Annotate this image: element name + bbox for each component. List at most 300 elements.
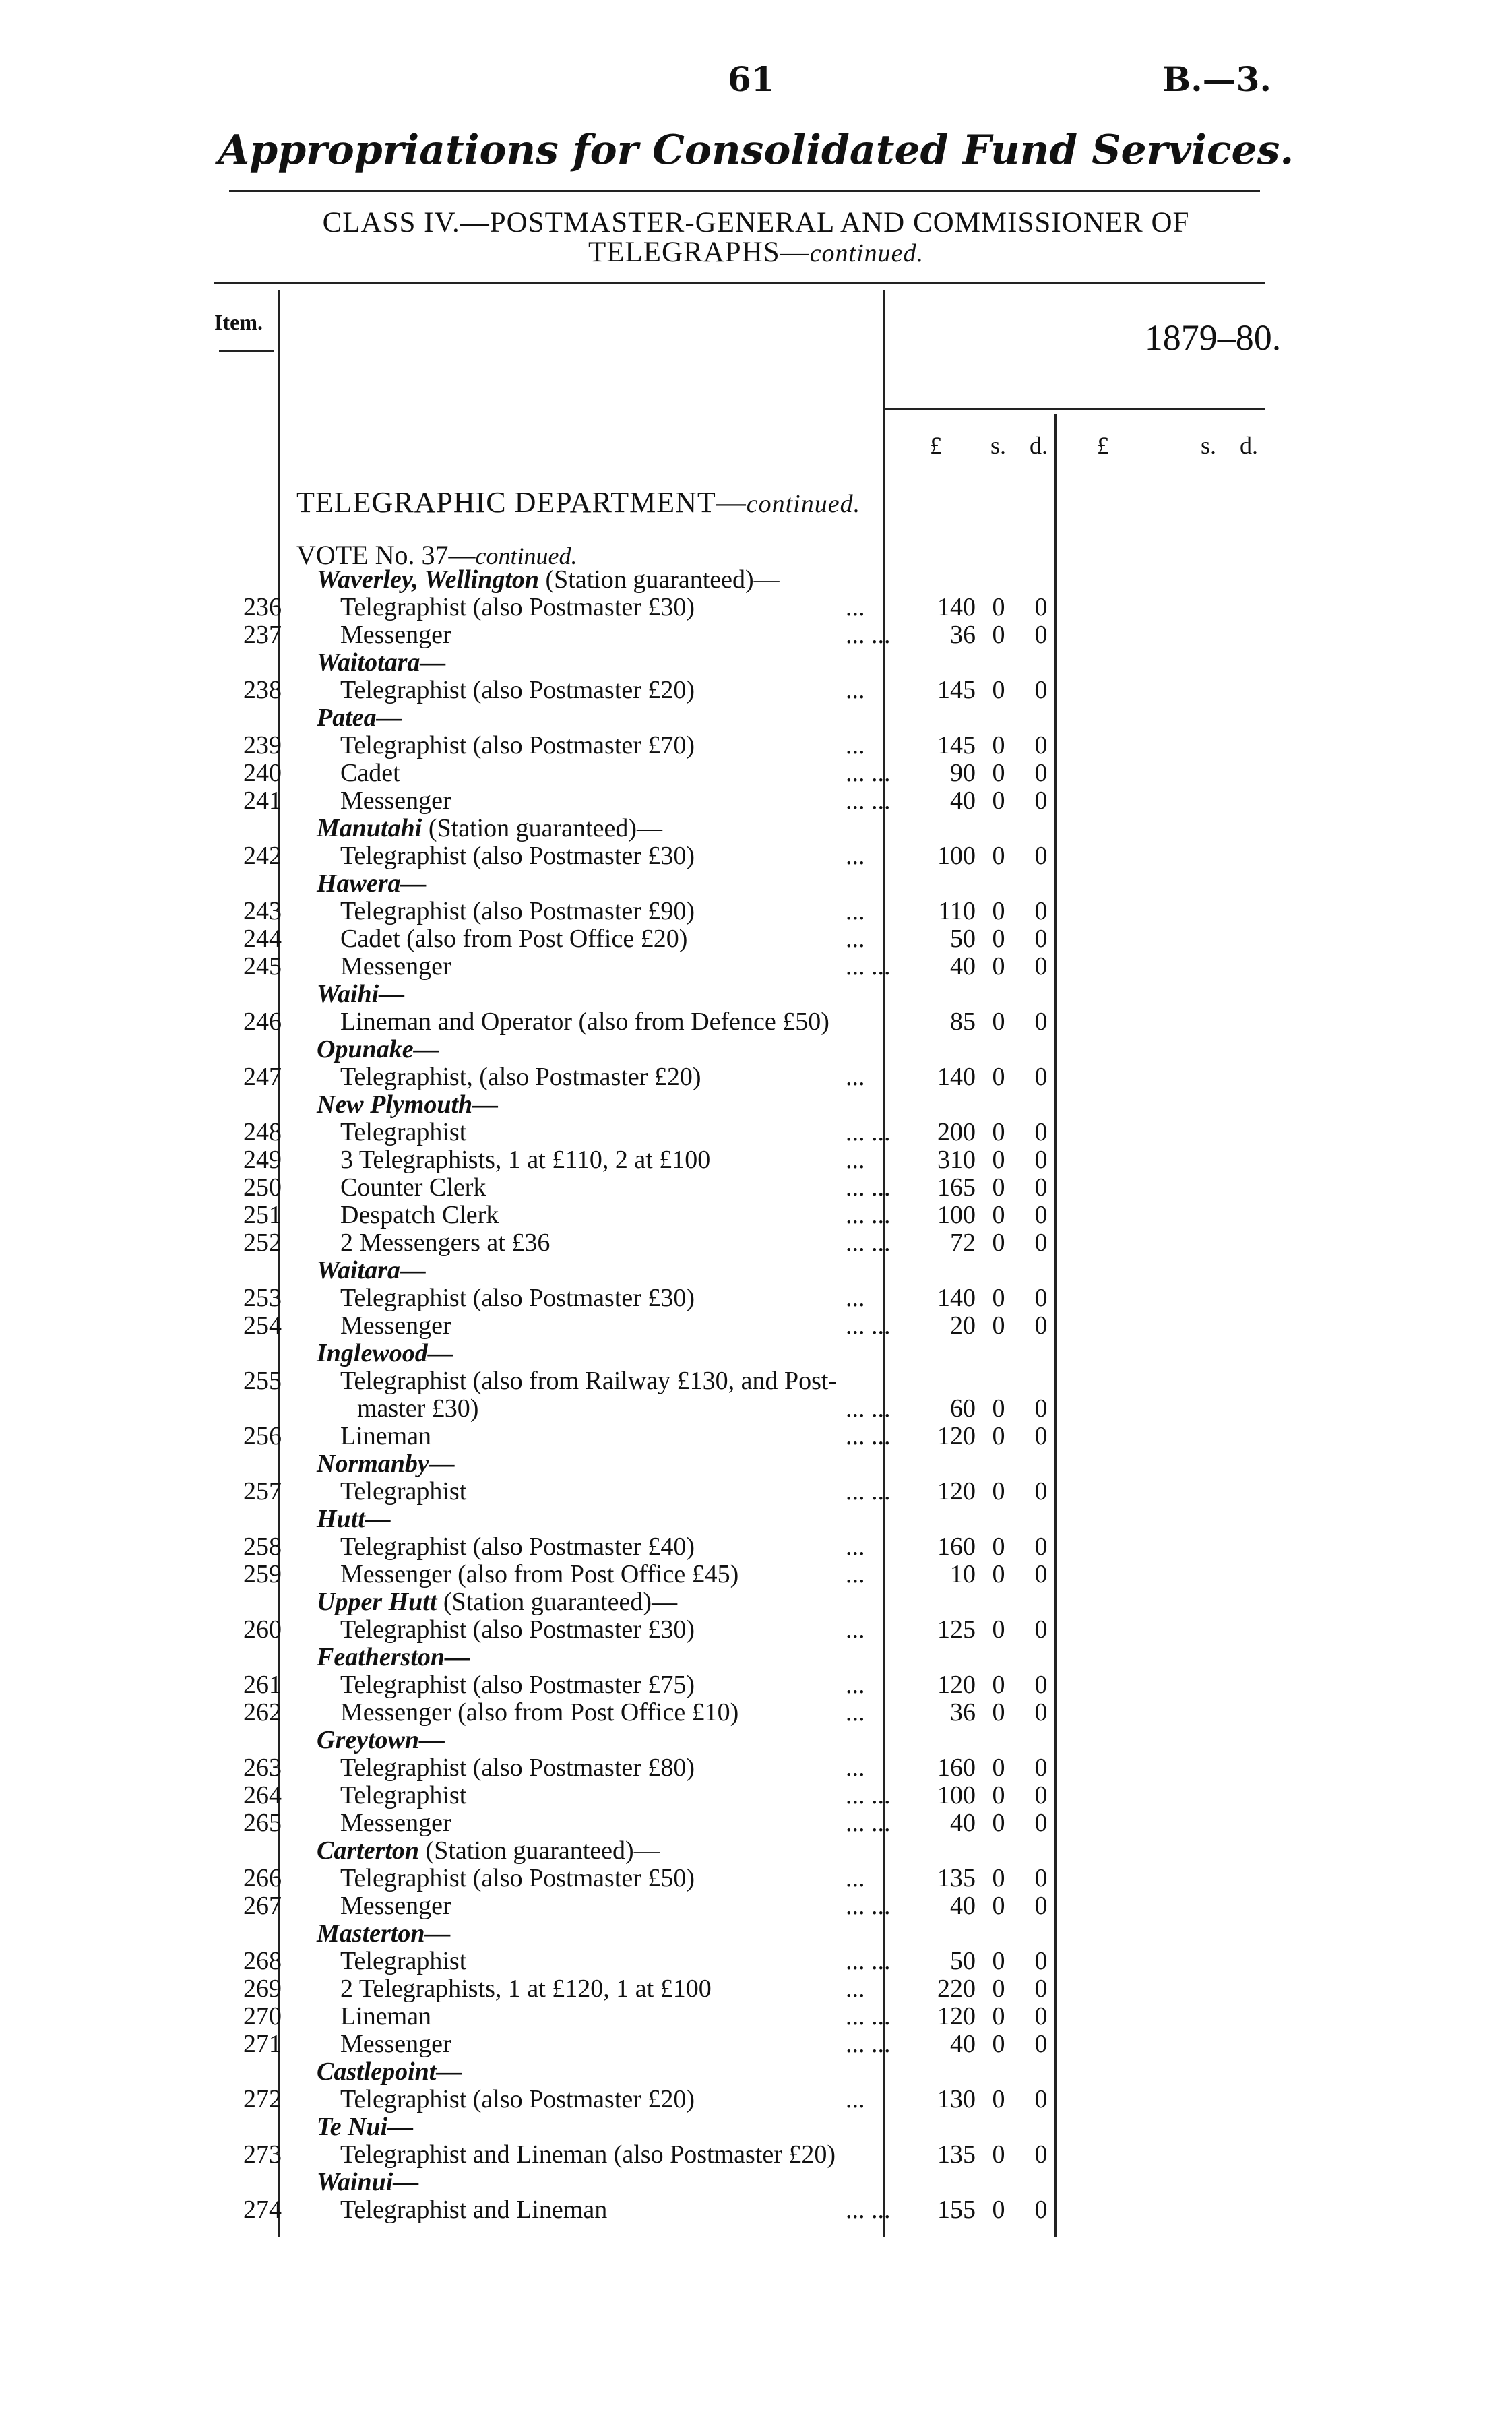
table-row xyxy=(0,594,1512,621)
table-row xyxy=(0,1948,1512,1975)
amount-pounds: 20 xyxy=(950,1311,976,1340)
item-number: 260 xyxy=(243,1615,282,1644)
item-number: 258 xyxy=(243,1532,282,1561)
amount-pounds: 155 xyxy=(937,2196,976,2224)
table-top-rule xyxy=(214,282,1265,284)
table-row xyxy=(0,898,1512,925)
location-heading xyxy=(317,1506,391,1533)
leader-dots: ... xyxy=(846,842,865,870)
amount-shillings: 0 xyxy=(992,759,1005,787)
location-heading xyxy=(317,649,445,677)
item-number: 269 xyxy=(243,1975,282,2003)
total-pence-header: d. xyxy=(1240,432,1258,459)
amount-shillings: 0 xyxy=(992,1864,1005,1892)
amount-pence: 0 xyxy=(1034,1311,1048,1340)
title-rule xyxy=(229,190,1260,192)
document-reference: B.—3. xyxy=(1162,59,1271,99)
item-description: Telegraphist (also Postmaster £30) xyxy=(340,1615,695,1644)
amount-pounds: 145 xyxy=(937,731,976,759)
item-description: Telegraphist (also Postmaster £80) xyxy=(340,1754,695,1782)
location-heading xyxy=(317,1257,426,1284)
amount-shillings: 0 xyxy=(992,1560,1005,1588)
item-description: Telegraphist and Lineman xyxy=(340,2196,608,2224)
vote-continued: continued. xyxy=(475,542,577,569)
location-heading xyxy=(317,2169,418,2196)
amount-pounds: 85 xyxy=(950,1007,976,1036)
leader-dots: ... ... xyxy=(846,1477,891,1506)
amount-pence: 0 xyxy=(1034,1229,1048,1257)
leader-dots: ... ... xyxy=(846,2002,891,2030)
amount-pence: 0 xyxy=(1034,1201,1048,1229)
table-row xyxy=(0,925,1512,953)
table-row xyxy=(0,953,1512,981)
location-heading xyxy=(317,1450,455,1478)
table-row xyxy=(0,677,1512,704)
table-row xyxy=(0,1119,1512,1146)
amount-pounds: 36 xyxy=(950,1698,976,1727)
amount-pounds: 220 xyxy=(937,1975,976,2003)
amount-pounds: 120 xyxy=(937,1422,976,1450)
amount-pounds: 135 xyxy=(937,1864,976,1892)
item-number: 267 xyxy=(243,1892,282,1920)
amount-shillings: 0 xyxy=(992,731,1005,759)
amount-pence: 0 xyxy=(1034,1975,1048,2003)
amount-pounds: 140 xyxy=(937,1284,976,1312)
location-heading xyxy=(317,815,662,842)
table-row xyxy=(0,1561,1512,1588)
amount-pounds: 200 xyxy=(937,1118,976,1146)
pence-header: d. xyxy=(1030,432,1048,459)
leader-dots: ... ... xyxy=(846,1394,891,1423)
amount-shillings: 0 xyxy=(992,1311,1005,1340)
location-name: Waitara— xyxy=(317,1256,426,1284)
table-row xyxy=(0,1699,1512,1727)
table-row xyxy=(0,1063,1512,1091)
location-heading xyxy=(317,1837,660,1865)
location-heading xyxy=(317,566,780,594)
location-name: Inglewood— xyxy=(317,1339,453,1367)
amount-shillings: 0 xyxy=(992,1698,1005,1727)
item-description: Telegraphist (also Postmaster £30) xyxy=(340,593,695,621)
leader-dots: ... ... xyxy=(846,1809,891,1837)
table-row xyxy=(0,1892,1512,1920)
amount-pounds: 100 xyxy=(937,1201,976,1229)
table-row xyxy=(0,1423,1512,1450)
table-row xyxy=(0,1754,1512,1782)
item-description: Telegraphist (also Postmaster £50) xyxy=(340,1864,695,1892)
location-name: Te Nui— xyxy=(317,2113,414,2141)
location-heading xyxy=(317,2113,413,2141)
item-number: 265 xyxy=(243,1809,282,1837)
amount-shillings: 0 xyxy=(992,1063,1005,1091)
location-name: Greytown— xyxy=(317,1726,445,1754)
amount-pence: 0 xyxy=(1034,1422,1048,1450)
amount-pence: 0 xyxy=(1034,842,1048,870)
location-heading xyxy=(317,704,402,732)
table-row xyxy=(0,1809,1512,1837)
year-underline xyxy=(883,408,1265,410)
leader-dots: ... xyxy=(846,676,865,704)
amount-shillings: 0 xyxy=(992,1781,1005,1809)
item-number: 268 xyxy=(243,1947,282,1975)
amount-pence: 0 xyxy=(1034,759,1048,787)
leader-dots: ... ... xyxy=(846,1311,891,1340)
table-row xyxy=(0,732,1512,759)
table-row xyxy=(0,1229,1512,1257)
amount-shillings: 0 xyxy=(992,2196,1005,2224)
item-description: 2 Messengers at £36 xyxy=(340,1229,550,1257)
amount-shillings: 0 xyxy=(992,1947,1005,1975)
department-name: TELEGRAPHIC DEPARTMENT— xyxy=(296,486,747,519)
amount-pounds: 72 xyxy=(950,1229,976,1257)
amount-shillings: 0 xyxy=(992,842,1005,870)
amount-pounds: 310 xyxy=(937,1146,976,1174)
amount-pounds: 60 xyxy=(950,1394,976,1423)
table-row xyxy=(0,2141,1512,2169)
location-heading xyxy=(317,870,427,898)
amount-pounds: 40 xyxy=(950,786,976,815)
leader-dots: ... xyxy=(846,593,865,621)
leader-dots: ... ... xyxy=(846,1118,891,1146)
table-row xyxy=(0,1395,1512,1423)
item-description-continued: master £30) xyxy=(357,1394,479,1423)
location-name: Waitotara— xyxy=(317,648,446,677)
amount-pence: 0 xyxy=(1034,1615,1048,1644)
amount-pounds: 120 xyxy=(937,1671,976,1699)
table-row xyxy=(0,1782,1512,1809)
amount-pounds: 40 xyxy=(950,1892,976,1920)
page-title: Appropriations for Consolidated Fund Services. xyxy=(218,127,1294,174)
leader-dots: ... xyxy=(846,2085,865,2113)
amount-pence: 0 xyxy=(1034,1781,1048,1809)
location-name: Hutt— xyxy=(317,1505,391,1533)
amount-shillings: 0 xyxy=(992,1146,1005,1174)
table-row xyxy=(0,1533,1512,1561)
item-description: Telegraphist (also Postmaster £30) xyxy=(340,842,695,870)
table-row xyxy=(0,2086,1512,2113)
item-number: 253 xyxy=(243,1284,282,1312)
item-column-rule xyxy=(278,290,280,2237)
amount-shillings: 0 xyxy=(992,1284,1005,1312)
leader-dots: ... xyxy=(846,1864,865,1892)
amount-pence: 0 xyxy=(1034,1477,1048,1506)
location-name: Castlepoint— xyxy=(317,2057,462,2086)
leader-dots: ... xyxy=(846,1284,865,1312)
item-column-header: Item. xyxy=(214,310,263,334)
amount-pence: 0 xyxy=(1034,952,1048,981)
item-description: Messenger xyxy=(340,1311,451,1340)
leader-dots: ... xyxy=(846,1146,865,1174)
item-number: 245 xyxy=(243,952,282,981)
amount-pounds: 120 xyxy=(937,1477,976,1506)
item-number: 246 xyxy=(243,1007,282,1036)
item-description: Telegraphist, (also Postmaster £20) xyxy=(340,1063,701,1091)
amount-pence: 0 xyxy=(1034,1063,1048,1091)
item-number: 256 xyxy=(243,1422,282,1450)
amount-pounds: 140 xyxy=(937,593,976,621)
amount-shillings: 0 xyxy=(992,1007,1005,1036)
leader-dots: ... xyxy=(846,1754,865,1782)
item-description: Telegraphist (also Postmaster £40) xyxy=(340,1532,695,1561)
leader-dots: ... xyxy=(846,1063,865,1091)
item-number: 238 xyxy=(243,676,282,704)
amount-pence: 0 xyxy=(1034,897,1048,925)
item-description: Telegraphist (also from Railway £130, and Post- xyxy=(340,1367,838,1395)
location-name: Upper Hutt xyxy=(317,1588,437,1616)
table-row xyxy=(0,1202,1512,1229)
item-description: Lineman xyxy=(340,2002,432,2030)
location-name: Waihi— xyxy=(317,980,405,1008)
table-row xyxy=(0,1478,1512,1506)
amount-shillings: 0 xyxy=(992,621,1005,649)
amount-pounds: 50 xyxy=(950,1947,976,1975)
amount-pounds: 40 xyxy=(950,952,976,981)
item-description: Telegraphist xyxy=(340,1118,467,1146)
item-description: Messenger xyxy=(340,952,451,981)
item-number: 241 xyxy=(243,786,282,815)
leader-dots: ... xyxy=(846,1615,865,1644)
item-description: Telegraphist (also Postmaster £20) xyxy=(340,676,695,704)
item-description: Telegraphist xyxy=(340,1947,467,1975)
item-description: 3 Telegraphists, 1 at £110, 2 at £100 xyxy=(340,1146,711,1174)
item-number: 270 xyxy=(243,2002,282,2030)
table-row xyxy=(0,1174,1512,1202)
item-number: 248 xyxy=(243,1118,282,1146)
class-heading-continued: continued. xyxy=(809,239,924,268)
item-number: 237 xyxy=(243,621,282,649)
amount-shillings: 0 xyxy=(992,593,1005,621)
item-number: 239 xyxy=(243,731,282,759)
item-number: 254 xyxy=(243,1311,282,1340)
item-description: Telegraphist (also Postmaster £20) xyxy=(340,2085,695,2113)
item-description: Telegraphist (also Postmaster £30) xyxy=(340,1284,695,1312)
item-number: 244 xyxy=(243,925,282,953)
amount-pounds: 160 xyxy=(937,1754,976,1782)
location-name: Carterton xyxy=(317,1836,420,1865)
amount-shillings: 0 xyxy=(992,1173,1005,1202)
amount-pence: 0 xyxy=(1034,2002,1048,2030)
amount-pence: 0 xyxy=(1034,1864,1048,1892)
amount-pounds: 100 xyxy=(937,1781,976,1809)
amount-pounds: 40 xyxy=(950,2030,976,2058)
item-number: 236 xyxy=(243,593,282,621)
item-number: 240 xyxy=(243,759,282,787)
amount-column-rule xyxy=(883,290,885,2237)
table-row xyxy=(0,2196,1512,2224)
location-note: (Station guaranteed)— xyxy=(437,1588,678,1616)
amount-shillings: 0 xyxy=(992,1615,1005,1644)
leader-dots: ... ... xyxy=(846,2030,891,2058)
amount-pence: 0 xyxy=(1034,2030,1048,2058)
item-number: 271 xyxy=(243,2030,282,2058)
amount-shillings: 0 xyxy=(992,2140,1005,2169)
location-heading xyxy=(317,1588,677,1616)
location-heading xyxy=(317,1340,453,1367)
table-row xyxy=(0,1865,1512,1892)
amount-pence: 0 xyxy=(1034,1947,1048,1975)
amount-pence: 0 xyxy=(1034,1532,1048,1561)
item-number: 252 xyxy=(243,1229,282,1257)
item-description: Cadet (also from Post Office £20) xyxy=(340,925,688,953)
item-number: 249 xyxy=(243,1146,282,1174)
location-note: (Station guaranteed)— xyxy=(422,814,662,842)
amount-pounds: 160 xyxy=(937,1532,976,1561)
amount-pence: 0 xyxy=(1034,1671,1048,1699)
amount-pounds: 100 xyxy=(937,842,976,870)
amount-pounds: 145 xyxy=(937,676,976,704)
item-number: 261 xyxy=(243,1671,282,1699)
amount-pence: 0 xyxy=(1034,593,1048,621)
item-number: 250 xyxy=(243,1173,282,1202)
amount-pence: 0 xyxy=(1034,731,1048,759)
department-continued: continued. xyxy=(746,490,861,518)
amount-pence: 0 xyxy=(1034,1146,1048,1174)
amount-pence: 0 xyxy=(1034,1173,1048,1202)
table-row-continuation xyxy=(0,1367,1512,1395)
amount-shillings: 0 xyxy=(992,1118,1005,1146)
leader-dots: ... xyxy=(846,1560,865,1588)
amount-shillings: 0 xyxy=(992,1477,1005,1506)
amount-shillings: 0 xyxy=(992,925,1005,953)
amount-pounds: 130 xyxy=(937,2085,976,2113)
leader-dots: ... ... xyxy=(846,1422,891,1450)
amount-shillings: 0 xyxy=(992,786,1005,815)
item-description: Counter Clerk xyxy=(340,1173,486,1202)
amount-pounds: 90 xyxy=(950,759,976,787)
leader-dots: ... ... xyxy=(846,759,891,787)
item-description: Telegraphist and Lineman (also Postmaster £20) xyxy=(340,2140,836,2169)
amount-pounds: 125 xyxy=(937,1615,976,1644)
item-description: Telegraphist (also Postmaster £70) xyxy=(340,731,695,759)
amount-shillings: 0 xyxy=(992,1422,1005,1450)
item-description: Messenger xyxy=(340,1892,451,1920)
amount-pounds: 135 xyxy=(937,2140,976,2169)
department-heading xyxy=(296,485,860,520)
amount-pence: 0 xyxy=(1034,1118,1048,1146)
amount-shillings: 0 xyxy=(992,1975,1005,2003)
location-heading xyxy=(317,2058,462,2086)
table-row xyxy=(0,842,1512,870)
amount-pounds: 40 xyxy=(950,1809,976,1837)
amount-shillings: 0 xyxy=(992,1754,1005,1782)
amount-pence: 0 xyxy=(1034,1809,1048,1837)
leader-dots: ... xyxy=(846,1671,865,1699)
leader-dots: ... ... xyxy=(846,1173,891,1202)
amount-pence: 0 xyxy=(1034,1754,1048,1782)
item-number: 273 xyxy=(243,2140,282,2169)
location-name: Waverley, Wellington xyxy=(317,565,540,594)
location-name: Hawera— xyxy=(317,869,427,898)
location-heading xyxy=(317,1091,498,1119)
amount-pence: 0 xyxy=(1034,1560,1048,1588)
table-row xyxy=(0,1975,1512,2003)
amount-pounds: 120 xyxy=(937,2002,976,2030)
location-name: Wainui— xyxy=(317,2168,419,2196)
item-number: 242 xyxy=(243,842,282,870)
total-pound-header: £ xyxy=(1097,432,1109,459)
amount-pence: 0 xyxy=(1034,2085,1048,2113)
amount-pence: 0 xyxy=(1034,786,1048,815)
amount-pence: 0 xyxy=(1034,2140,1048,2169)
item-description: Messenger xyxy=(340,1809,451,1837)
item-description: Telegraphist (also Postmaster £75) xyxy=(340,1671,695,1699)
amount-pounds: 36 xyxy=(950,621,976,649)
item-description: Messenger xyxy=(340,786,451,815)
location-heading xyxy=(317,1920,450,1948)
item-number: 266 xyxy=(243,1864,282,1892)
pound-header: £ xyxy=(930,432,942,459)
total-shillings-header: s. xyxy=(1201,432,1217,459)
leader-dots: ... xyxy=(846,1532,865,1561)
amount-pence: 0 xyxy=(1034,1892,1048,1920)
table-row xyxy=(0,1671,1512,1699)
leader-dots: ... ... xyxy=(846,1229,891,1257)
item-description: Messenger (also from Post Office £45) xyxy=(340,1560,739,1588)
item-number: 251 xyxy=(243,1201,282,1229)
table-row xyxy=(0,1312,1512,1340)
amount-shillings: 0 xyxy=(992,2085,1005,2113)
leader-dots: ... ... xyxy=(846,621,891,649)
amount-shillings: 0 xyxy=(992,1532,1005,1561)
table-row xyxy=(0,1146,1512,1174)
location-name: Opunake— xyxy=(317,1035,439,1063)
item-description: Telegraphist (also Postmaster £90) xyxy=(340,897,695,925)
item-description: Cadet xyxy=(340,759,400,787)
amount-shillings: 0 xyxy=(992,2030,1005,2058)
amount-shillings: 0 xyxy=(992,1809,1005,1837)
amount-shillings: 0 xyxy=(992,676,1005,704)
amount-pence: 0 xyxy=(1034,1007,1048,1036)
leader-dots: ... xyxy=(846,731,865,759)
item-number: 255 xyxy=(243,1367,282,1395)
table-row xyxy=(0,1008,1512,1036)
table-row xyxy=(0,2030,1512,2058)
item-description: Telegraphist xyxy=(340,1781,467,1809)
location-name: Manutahi xyxy=(317,814,422,842)
location-name: Featherston— xyxy=(317,1643,471,1671)
location-heading xyxy=(317,981,404,1008)
amount-pence: 0 xyxy=(1034,1284,1048,1312)
leader-dots: ... xyxy=(846,1975,865,2003)
shillings-header: s. xyxy=(990,432,1007,459)
table-row xyxy=(0,621,1512,649)
location-note: (Station guaranteed)— xyxy=(419,1836,660,1865)
item-number: 272 xyxy=(243,2085,282,2113)
item-underline xyxy=(219,350,274,352)
amount-pounds: 140 xyxy=(937,1063,976,1091)
item-description: Messenger (also from Post Office £10) xyxy=(340,1698,739,1727)
item-number: 263 xyxy=(243,1754,282,1782)
location-name: Normanby— xyxy=(317,1450,455,1478)
amount-pence: 0 xyxy=(1034,1394,1048,1423)
table-row xyxy=(0,1616,1512,1644)
amount-pence: 0 xyxy=(1034,925,1048,953)
table-row xyxy=(0,2003,1512,2030)
item-description: Messenger xyxy=(340,621,451,649)
table-row xyxy=(0,1284,1512,1312)
amount-pounds: 110 xyxy=(938,897,976,925)
year-header: 1879–80. xyxy=(1144,317,1282,358)
item-number: 264 xyxy=(243,1781,282,1809)
amount-pence: 0 xyxy=(1034,621,1048,649)
item-description: Lineman and Operator (also from Defence £50) xyxy=(340,1007,829,1036)
leader-dots: ... xyxy=(846,897,865,925)
item-number: 243 xyxy=(243,897,282,925)
page-number: 61 xyxy=(728,59,775,99)
leader-dots: ... ... xyxy=(846,1781,891,1809)
item-description: 2 Telegraphists, 1 at £120, 1 at £100 xyxy=(340,1975,712,2003)
item-description: Telegraphist xyxy=(340,1477,467,1506)
